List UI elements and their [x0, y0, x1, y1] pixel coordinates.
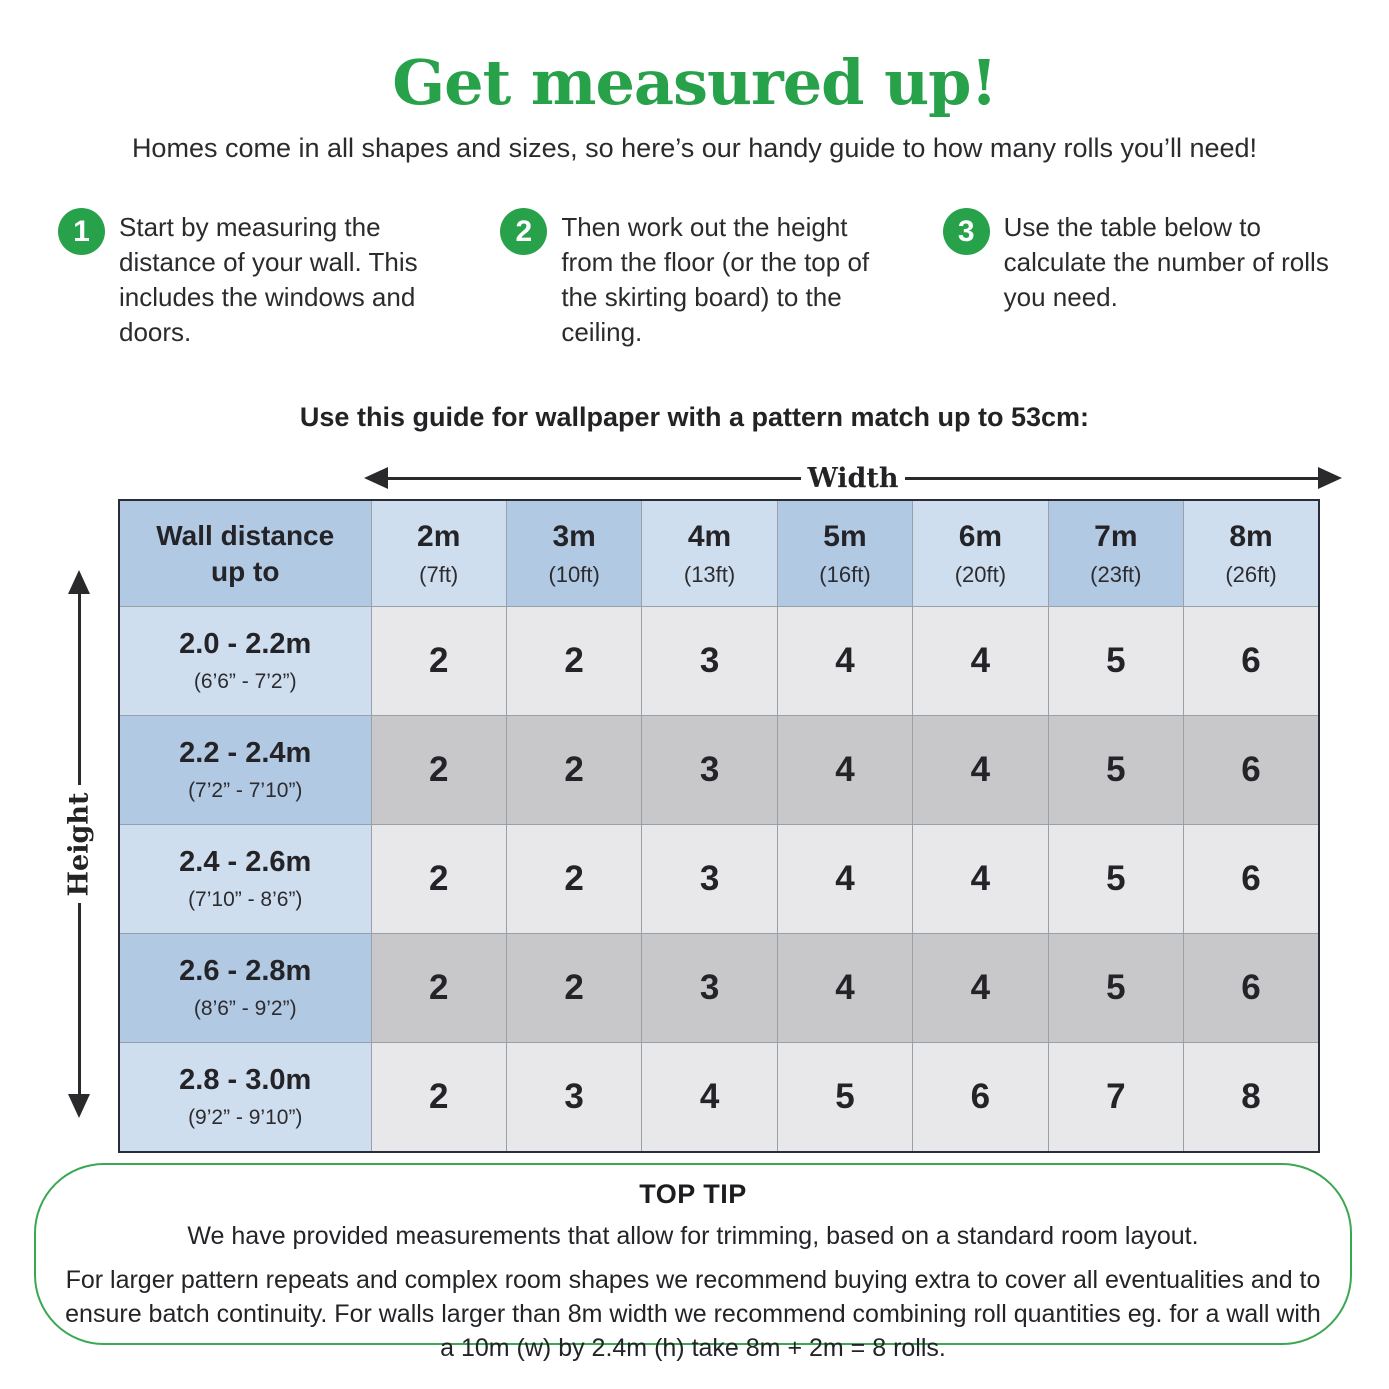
roll-count-cell: 6: [1184, 825, 1319, 934]
row-metric: 2.6 - 2.8m: [179, 955, 312, 987]
roll-count-cell: 4: [913, 607, 1048, 716]
row-imperial: (7’10” - 8’6”): [188, 888, 303, 911]
roll-count-cell: 4: [777, 934, 912, 1043]
corner-header: [119, 500, 371, 607]
roll-count-cell: 5: [1048, 934, 1183, 1043]
column-header-5m: [777, 500, 912, 607]
column-header-3m: [506, 500, 641, 607]
roll-count-cell: 2: [371, 825, 506, 934]
roll-count-cell: 4: [913, 716, 1048, 825]
step-1-number-badge: 1: [58, 208, 105, 255]
top-tip-box: [34, 1163, 1352, 1362]
step-3-number-badge: 3: [943, 208, 990, 255]
arrow-left-icon: [364, 467, 388, 489]
column-imperial: (7ft): [419, 561, 459, 587]
width-axis-label: Width: [807, 462, 899, 494]
roll-count-cell: 2: [506, 607, 641, 716]
row-metric: 2.4 - 2.6m: [179, 846, 312, 878]
column-imperial: (13ft): [683, 561, 736, 587]
roll-count-cell: 3: [642, 934, 777, 1043]
roll-count-cell: 2: [371, 934, 506, 1043]
table-area: [63, 462, 1320, 1153]
column-imperial: (26ft): [1225, 561, 1277, 587]
row-imperial: (8’6” - 9’2”): [193, 997, 297, 1020]
top-tip-line2: For larger pattern repeats and complex room shapes we recommend buying extra to cover all eventualities and to ensure batch continuity. For walls larger than 8m width we recommend combining roll quantities eg. for a wall with a 10m (w) by 2.4m (h) take 8m + 2m = 8 rolls.: [65, 1266, 1321, 1362]
corner-header-line1: Wall distance: [156, 519, 335, 551]
roll-count-cell: 4: [913, 934, 1048, 1043]
row-metric: 2.2 - 2.4m: [179, 737, 312, 769]
step-3: [943, 208, 1349, 350]
column-imperial: (23ft): [1090, 561, 1142, 587]
height-arrow-line: [78, 594, 81, 785]
roll-count-cell: 5: [1048, 607, 1183, 716]
column-metric: 8m: [1229, 519, 1273, 553]
step-1: [58, 208, 464, 350]
roll-count-cell: 2: [371, 716, 506, 825]
roll-count-cell: 8: [1184, 1043, 1319, 1153]
row-header: [119, 716, 371, 825]
roll-count-cell: 6: [1184, 716, 1319, 825]
column-header-7m: [1048, 500, 1183, 607]
column-imperial: (16ft): [819, 561, 871, 587]
roll-count-cell: 6: [1184, 607, 1319, 716]
roll-count-cell: 4: [777, 607, 912, 716]
roll-count-cell: 5: [1048, 825, 1183, 934]
row-imperial: (7’2” - 7’10”): [188, 779, 303, 802]
roll-count-cell: 5: [1048, 716, 1183, 825]
column-metric: 3m: [552, 519, 596, 553]
roll-count-cell: 3: [506, 1043, 641, 1153]
height-arrow-line: [78, 903, 81, 1094]
roll-count-cell: 4: [642, 1043, 777, 1153]
table-row: [119, 934, 1319, 1043]
row-header: [119, 934, 371, 1043]
height-axis-arrow: [64, 570, 94, 1118]
top-tip-heading: TOP TIP: [639, 1179, 747, 1209]
column-metric: 7m: [1094, 519, 1138, 553]
width-arrow-line: [388, 477, 801, 480]
roll-calculator-table: [118, 499, 1320, 1153]
table-header-row: [119, 500, 1319, 607]
table-caption: Use this guide for wallpaper with a pattern match up to 53cm:: [299, 402, 1090, 432]
corner-header-line2: up to: [211, 555, 280, 587]
roll-count-cell: 3: [642, 716, 777, 825]
roll-count-cell: 2: [371, 607, 506, 716]
roll-count-cell: 2: [506, 934, 641, 1043]
column-metric: 5m: [823, 519, 867, 553]
width-arrow-line: [905, 477, 1318, 480]
column-header-2m: [371, 500, 506, 607]
table-row: [119, 1043, 1319, 1153]
roll-count-cell: 7: [1048, 1043, 1183, 1153]
top-tip-line1: We have provided measurements that allow for trimming, based on a standard room layout.: [187, 1222, 1199, 1250]
row-imperial: (9’2” - 9’10”): [188, 1106, 303, 1129]
step-2: [500, 208, 906, 350]
table-row: [119, 825, 1319, 934]
column-header-8m: [1184, 500, 1319, 607]
roll-count-cell: 6: [913, 1043, 1048, 1153]
width-axis-arrow: [364, 463, 1342, 493]
roll-count-cell: 4: [913, 825, 1048, 934]
arrow-up-icon: [68, 570, 90, 594]
roll-count-cell: 2: [506, 716, 641, 825]
column-imperial: (10ft): [548, 561, 600, 587]
table-row: [119, 607, 1319, 716]
table-body: [119, 607, 1319, 1153]
roll-count-cell: 3: [642, 825, 777, 934]
column-metric: 4m: [687, 519, 732, 553]
page-subtitle: Homes come in all shapes and sizes, so here’s our handy guide to how many rolls you’ll need!: [131, 133, 1258, 163]
step-1-text: Start by measuring the distance of your wall. This includes the windows and doors.: [119, 212, 418, 347]
step-2-number-badge: 2: [500, 208, 547, 255]
arrow-right-icon: [1318, 467, 1342, 489]
table-row: [119, 716, 1319, 825]
roll-count-cell: 3: [642, 607, 777, 716]
column-metric: 2m: [417, 519, 461, 553]
step-3-text: Use the table below to calculate the number of rolls you need.: [1003, 212, 1329, 312]
roll-count-cell: 2: [371, 1043, 506, 1153]
roll-count-cell: 4: [777, 825, 912, 934]
row-metric: 2.0 - 2.2m: [179, 628, 312, 660]
height-axis-label: Height: [63, 792, 95, 896]
step-2-text: Then work out the height from the floor (or the top of the skirting board) to the ceiling.: [561, 212, 870, 347]
column-header-4m: [642, 500, 777, 607]
row-imperial: (6’6” - 7’2”): [193, 670, 297, 693]
page-title: Get measured up!: [392, 46, 997, 119]
steps-row: [58, 208, 1349, 350]
row-header: [119, 607, 371, 716]
row-metric: 2.8 - 3.0m: [179, 1064, 312, 1096]
column-metric: 6m: [958, 519, 1003, 553]
roll-count-cell: 5: [777, 1043, 912, 1153]
roll-count-cell: 6: [1184, 934, 1319, 1043]
roll-count-cell: 2: [506, 825, 641, 934]
column-imperial: (20ft): [954, 561, 1007, 587]
roll-count-cell: 4: [777, 716, 912, 825]
height-label-box: [21, 785, 137, 903]
column-header-6m: [913, 500, 1048, 607]
row-header: [119, 1043, 371, 1153]
row-header: [119, 825, 371, 934]
arrow-down-icon: [68, 1094, 90, 1118]
